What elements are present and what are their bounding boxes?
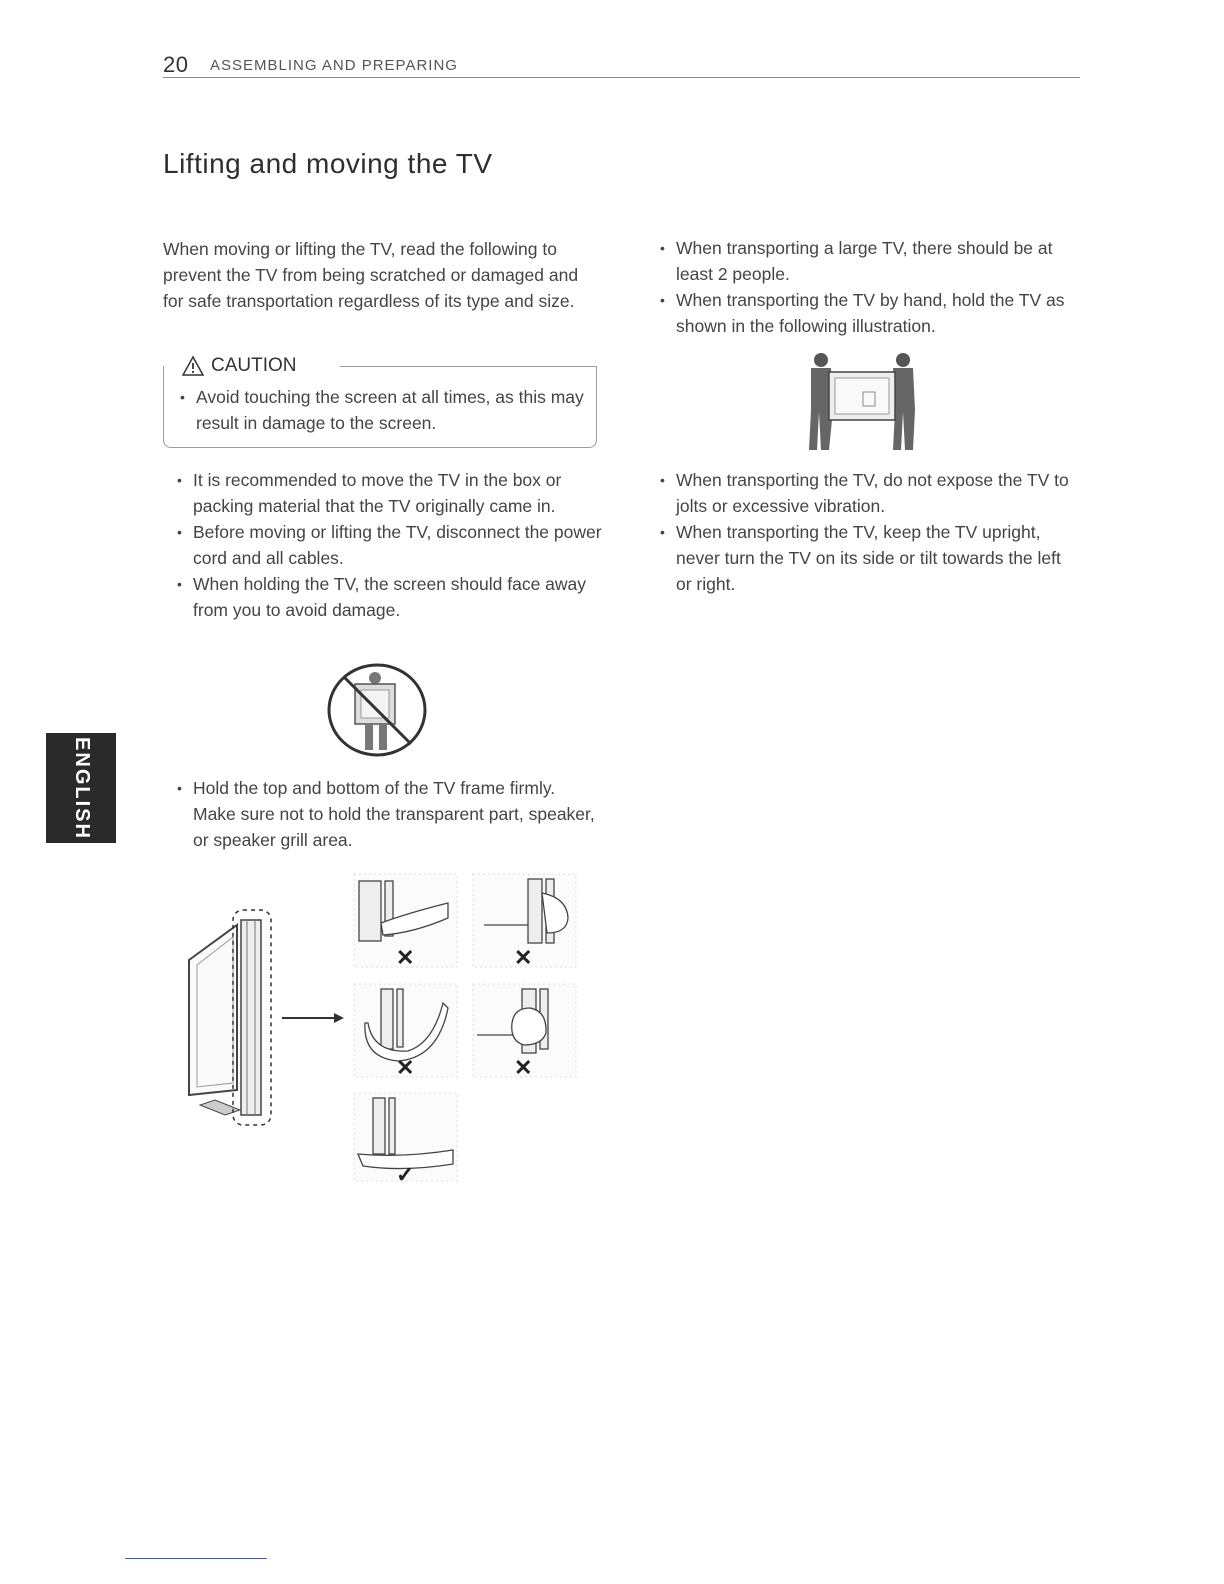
wrong-mark: ✕	[514, 1055, 533, 1080]
no-entry-icon	[325, 662, 429, 758]
caution-item: • Avoid touching the screen at all times, as this may result in damage to the screen.	[180, 384, 585, 436]
language-tab-label: ENGLISH	[70, 736, 93, 840]
caution-triangle-icon	[181, 355, 205, 377]
list-item: • Before moving or lifting the TV, disconnect the power cord and all cables.	[177, 519, 602, 571]
page-number: 20	[163, 52, 189, 77]
caution-header	[175, 355, 303, 377]
list-item: • It is recommended to move the TV in the box or packing material that the TV originally came in.	[177, 467, 602, 519]
caution-label: CAUTION	[211, 355, 297, 376]
caution-top-line	[340, 366, 597, 367]
intro-paragraph: When moving or lifting the TV, read the following to prevent the TV from being scratched or damaged and for safe transportation regardless of its type and size.	[163, 239, 579, 311]
two-person-carry-illustration	[805, 350, 920, 455]
wrong-mark: ✕	[514, 945, 533, 970]
right-bullet-list	[660, 235, 1080, 339]
list-item: • When holding the TV, the screen should face away from you to avoid damage.	[177, 571, 602, 623]
list-item: • When transporting the TV, do not expose the TV to jolts or excessive vibration.	[660, 467, 1080, 519]
right-bullet-list-2	[660, 467, 1080, 597]
language-tab	[46, 733, 116, 843]
footer-line	[125, 1558, 267, 1559]
right-mark: ✓	[396, 1162, 415, 1187]
left-bullet-list-2	[177, 775, 602, 853]
wrong-mark: ✕	[396, 1055, 415, 1080]
list-item: • When transporting the TV by hand, hold the TV as shown in the following illustration.	[660, 287, 1080, 339]
wrong-mark: ✕	[396, 945, 415, 970]
page-title: Lifting and moving the TV	[163, 148, 493, 179]
list-item: • Hold the top and bottom of the TV frame firmly. Make sure not to hold the transparent part, speaker, or speaker grill area.	[177, 775, 602, 853]
header-rule	[163, 77, 1080, 78]
left-bullet-list	[177, 467, 602, 623]
arrow-right-icon	[280, 1010, 346, 1026]
tv-side-illustration	[185, 905, 285, 1130]
list-item: • When transporting the TV, keep the TV upright, never turn the TV on its side or tilt towards the left or right.	[660, 519, 1080, 597]
list-item: • When transporting a large TV, there should be at least 2 people.	[660, 235, 1080, 287]
caution-list	[180, 384, 585, 436]
section-title: ASSEMBLING AND PREPARING	[210, 57, 458, 74]
